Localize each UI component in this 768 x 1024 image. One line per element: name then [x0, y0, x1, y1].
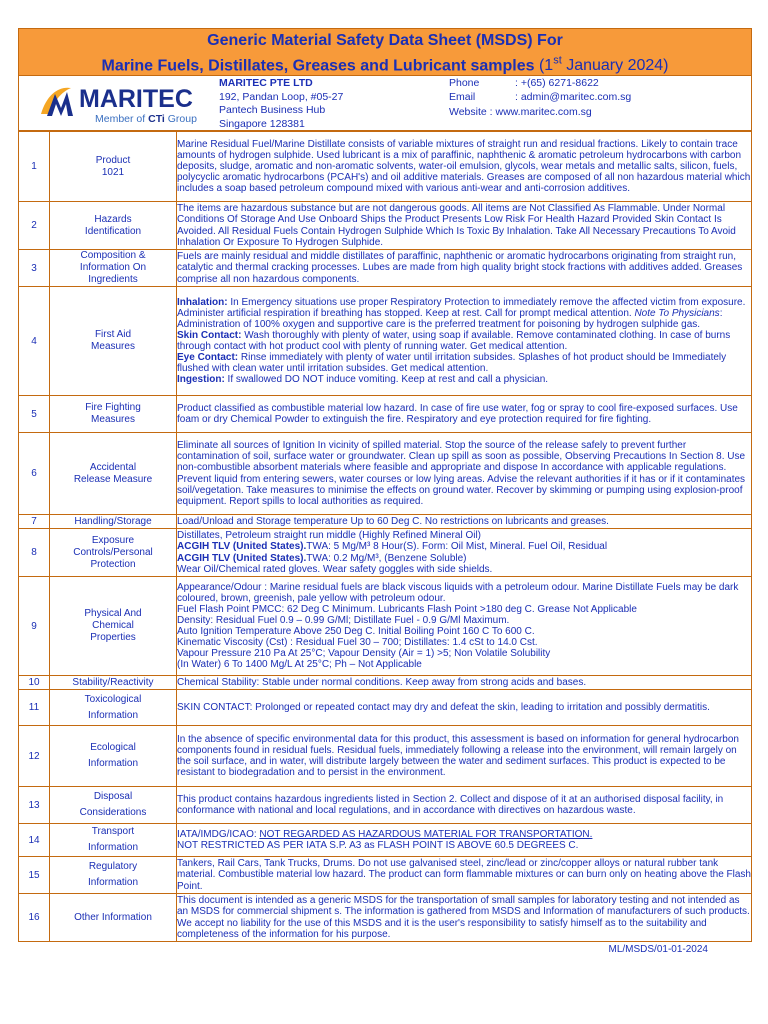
section-title: Exposure Controls/Personal Protection [50, 529, 177, 577]
website-label: Website [449, 106, 487, 118]
title-subject: Marine Fuels, Distillates, Greases and Lubricant samples [101, 57, 535, 75]
section-number: 13 [19, 787, 50, 824]
section-number: 16 [19, 894, 50, 942]
section-title: Product 1021 [50, 132, 177, 202]
section-row [19, 577, 752, 676]
email-value[interactable]: : admin@maritec.com.sg [515, 90, 632, 103]
section-row [19, 857, 752, 894]
section-content: Appearance/Odour : Marine residual fuels are black viscous liquids with a petroleum odour. Marine Distillate Fuels may be dark coloured, brown, greenish, pale yellow with petroleum odour. Fuel Flash Point PMCC: 62 Deg C Minimum. Lubricants Flash Point >180 deg C. Grease Not Applicable Density: Residual Fuel 0.9 – 0.99 G/Ml; Distillate Fuel - 0.9 G/Ml Maximum. Auto Ignition Temperature Above 250 Deg C. Initial Boiling Point 160 C To 600 C. Kinematic Viscosity (Cst) : Residual Fuel 30 – 700; Distillates: 1.4 cSt to 14.0 Cst. Vapour Pressure 210 Pa At 25°C; Vapour Density (Air = 1) >5; Non Volatile Solubility (In Water) 6 To 1400 Mg/L At 25°C; Ph – Not Applicable [177, 577, 752, 676]
section-row [19, 250, 752, 287]
phone-label: Phone [449, 77, 480, 89]
section-number: 7 [19, 515, 50, 529]
title-date: (1st January 2024) [534, 55, 669, 75]
section-content: Inhalation: In Emergency situations use proper Respiratory Protection to immediately remove the affected victim from exposure. Administer artificial respiration if breathing has stopped. Keep at rest. Call for prompt medical attention. Note To Physicians: Administration of 100% oxygen and supportive care is the preferred treatment for poisoning by hydrogen sulphide gas. Skin Contact: Wash thoroughly with plenty of water, using soap if available. Remove contaminated clothing. In case of burns through contact with hot product cool with plenty of running water. Get medical attention. Eye Contact: Rinse immediately with plenty of water until irritation subsides. Splashes of hot product should be Immediately flushed with clean water until irritation subsides. Get medical attention. Ingestion: If swallowed DO NOT induce vomiting. Keep at rest and call a physician. [177, 287, 752, 396]
section-title: Toxicological Information [50, 690, 177, 726]
company-contact [449, 77, 631, 120]
section-row [19, 894, 752, 942]
section-title: Composition & Information On Ingredients [50, 250, 177, 287]
section-content: Product classified as combustible material low hazard. In case of fire use water, fog or spray to cool fire-exposed surfaces. Use foam or dry Chemical Powder to extinguish the fire. Respiratory and eye protection required for fire fighting. [177, 396, 752, 433]
section-number: 9 [19, 577, 50, 676]
section-content: This product contains hazardous ingredients listed in Section 2. Collect and dispose of it at an authorised disposal facility, in conformance with national and local regulations, and in accordance with directives on hazardous waste. [177, 787, 752, 824]
section-content: Distillates, Petroleum straight run middle (Highly Refined Mineral Oil) ACGIH TLV (United States).TWA: 5 Mg/M³ 8 Hour(S). Form: Oil Mist, Mineral. Fuel Oil, Residual ACGIH TLV (United States).TWA: 0.2 Mg/M³, (Benzene Soluble) Wear Oil/Chemical rated gloves. Wear safety goggles with side shields. [177, 529, 752, 577]
section-title: Physical And Chemical Properties [50, 577, 177, 676]
company-name: MARITEC PTE LTD [219, 77, 313, 89]
section-content: SKIN CONTACT: Prolonged or repeated contact may dry and defeat the skin, leading to irritation and possibly dermatitis. [177, 690, 752, 726]
section-title: Other Information [50, 894, 177, 942]
section-title: Handling/Storage [50, 515, 177, 529]
section-number: 6 [19, 433, 50, 515]
section-title: Regulatory Information [50, 857, 177, 894]
document-reference: ML/MSDS/01-01-2024 [608, 944, 708, 955]
section-row [19, 787, 752, 824]
section-title: Transport Information [50, 824, 177, 857]
address-line-1: 192, Pandan Loop, #05-27 [219, 90, 344, 103]
section-number: 12 [19, 726, 50, 787]
msds-table [18, 131, 752, 942]
section-title: Disposal Considerations [50, 787, 177, 824]
section-content: Marine Residual Fuel/Marine Distillate consists of variable mixtures of straight run and residual fractions. Likely to contain trace amounts of hydrogen sulphide. Used lubricant is a mix of paraffinic, naphthenic & aromatic petroleum hydrocarbons with carbon deposits, sludge, aromatic and non-aromatic solvents, water-oil emulsion, glycols, wear metals and metallic salts, silicon, fuels, polycyclic aromatic hydrocarbons (PCAH's) and oil additive materials. Greases are composed of all non hazardous material which includes a soap based petroleum compound mixed with various anti-wear and anti-corrosion additives. [177, 132, 752, 202]
address-line-2: Pantech Business Hub [219, 104, 326, 116]
section-title: First Aid Measures [50, 287, 177, 396]
section-number: 11 [19, 690, 50, 726]
section-number: 15 [19, 857, 50, 894]
logo-wordmark: MARITEC [79, 85, 193, 113]
section-row [19, 676, 752, 690]
section-content: IATA/IMDG/ICAO: NOT REGARDED AS HAZARDOUS MATERIAL FOR TRANSPORTATION. NOT RESTRICTED AS PER IATA S.P. A3 as FLASH POINT IS ABOVE 60.5 DEGREES C. [177, 824, 752, 857]
section-row [19, 529, 752, 577]
section-number: 5 [19, 396, 50, 433]
section-number: 1 [19, 132, 50, 202]
phone-value: : +(65) 6271-8622 [515, 77, 599, 89]
section-row [19, 433, 752, 515]
company-address [219, 77, 343, 131]
section-content: Fuels are mainly residual and middle distillates of paraffinic, naphthenic or aromatic hydrocarbons originating from straight run, catalytic and thermal cracking processes. Lubes are made from high quality bright stock fractions with additives added. Greases comprise all non hazardous components. [177, 250, 752, 287]
website-value[interactable]: : www.maritec.com.sg [486, 106, 592, 118]
company-header [18, 76, 752, 131]
title-line-2 [19, 50, 751, 77]
section-number: 2 [19, 202, 50, 250]
section-number: 14 [19, 824, 50, 857]
section-title: Fire Fighting Measures [50, 396, 177, 433]
section-row [19, 202, 752, 250]
section-row [19, 726, 752, 787]
section-title: Stability/Reactivity [50, 676, 177, 690]
email-label: Email [449, 90, 476, 103]
section-number: 4 [19, 287, 50, 396]
section-row [19, 515, 752, 529]
section-row [19, 396, 752, 433]
section-row [19, 287, 752, 396]
section-number: 8 [19, 529, 50, 577]
title-banner [18, 28, 752, 76]
address-line-3: Singapore 128381 [219, 117, 305, 130]
section-number: 3 [19, 250, 50, 287]
section-content: Chemical Stability: Stable under normal conditions. Keep away from strong acids and bases. [177, 676, 752, 690]
section-content: This document is intended as a generic MSDS for the transportation of small samples for laboratory testing and not intended as an MSDS for commercial shipment s. The information is gathered from MSDS and Information of manufacturers of such products. We accept no liability for the use of this MSDS and it is the user's responsibility to satisfy himself as to the suitability and completeness of the information for his purpose. [177, 895, 750, 940]
section-row [19, 824, 752, 857]
section-title: Ecological Information [50, 726, 177, 787]
section-content: Load/Unload and Storage temperature Up to 60 Deg C. No restrictions on lubricants and greases. [177, 515, 752, 529]
msds-sheet [18, 28, 752, 955]
section-row [19, 132, 752, 202]
section-number: 10 [19, 676, 50, 690]
section-content: In the absence of specific environmental data for this product, this assessment is based on information for general hydrocarbon components found in residual fuels. Residual fuels, immediately following a release into the environment, will remain largely on the soil surface, and in water, will distribute largely between the water and sediment surfaces. This product is expected to be resistant to biodegradation and to persist in the environment. [177, 726, 752, 787]
logo-tagline: Member of CTi Group [95, 113, 197, 125]
section-content: The items are hazardous substance but are not dangerous goods. All items are Not Classified As Flammable. Under Normal Conditions Of Storage And Use Onboard Ships the Product Presents Low Risk For Health Hazard Provided Skin Contact Is Avoided. All Residual Fuels Contain Hydrogen Sulphide Which Is Toxic By Inhalation. Take All Necessary Precautions To Avoid Inhalation Or Exposure To Hydrogen Sulphide. [177, 202, 752, 250]
section-row [19, 690, 752, 726]
section-title: Hazards Identification [50, 202, 177, 250]
title-line-1: Generic Material Safety Data Sheet (MSDS) For [207, 32, 563, 49]
section-content: Eliminate all sources of Ignition In vicinity of spilled material. Stop the source of the release safely to prevent further contamination of soil, surface water or groundwater. Clean up spill as soon as possible, Observing Precautions In Section 8. Use non-combustible absorbent materials where feasible and appropriate and dispose In accordance with applicable regulations. Prevent liquid from entering sewers, water courses or low lying areas. Advise the relevant authorities if it has or if it contaminates soil/vegetation. Take measures to minimise the effects on ground water. Recover by skimming or pumping using explosion-proof equipment. Report spills to local authorities as required. [177, 433, 752, 515]
section-title: Accidental Release Measure [50, 433, 177, 515]
maritec-logo [37, 80, 205, 126]
section-content: Tankers, Rail Cars, Tank Trucks, Drums. Do not use galvanised steel, zinc/lead or zinc/copper alloys or natural rubber tank material. Combustible material low hazard. The product can form flammable mixtures or can burn only on heating above the Flash Point. [177, 858, 751, 892]
